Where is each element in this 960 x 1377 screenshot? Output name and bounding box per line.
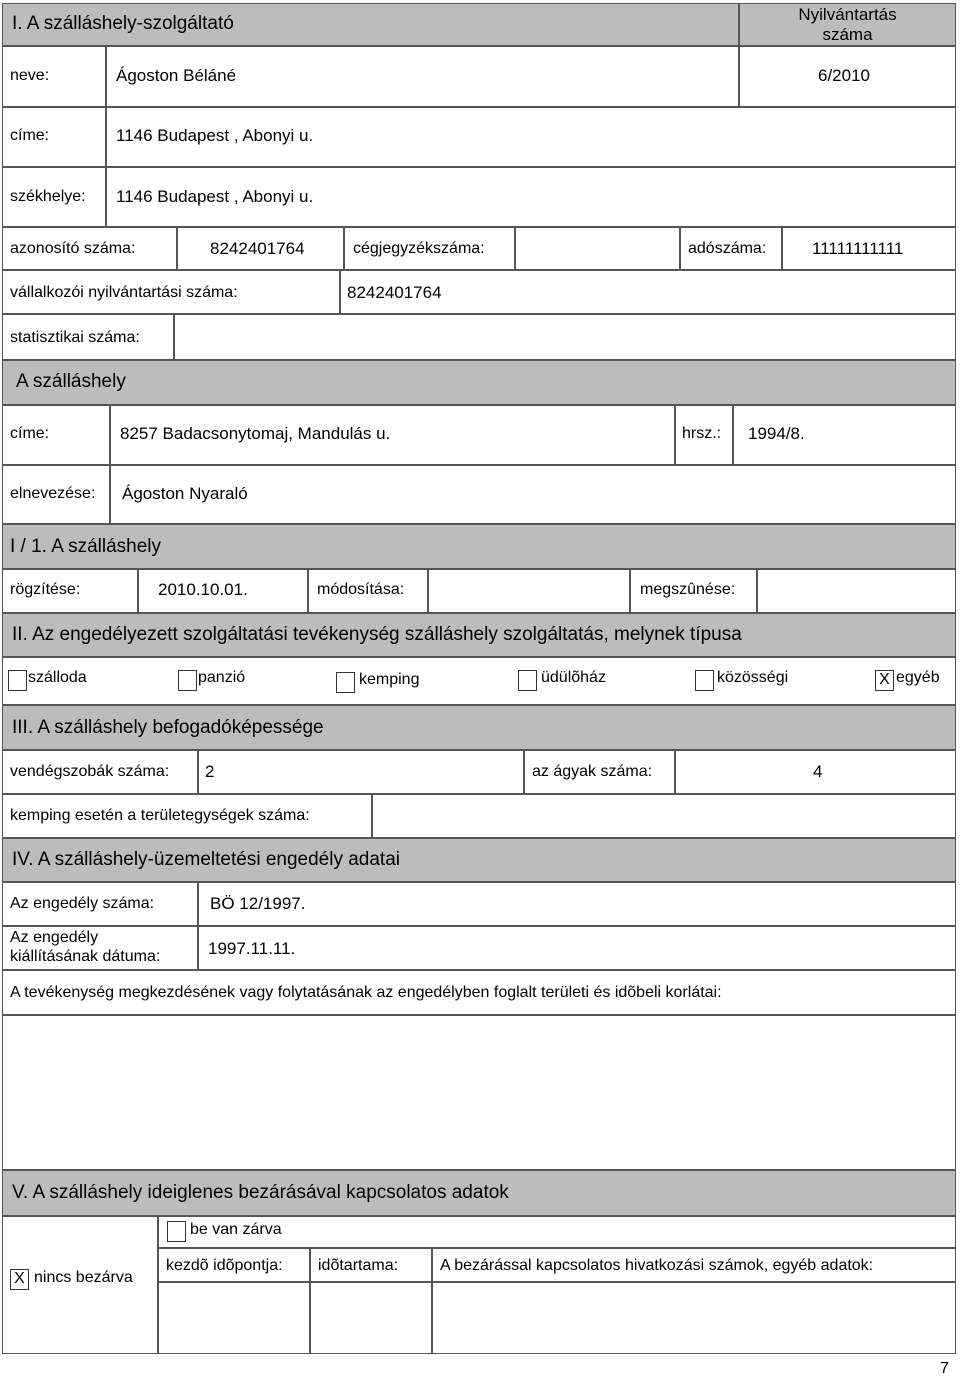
rooms-label: vendégszobák száma: xyxy=(10,763,170,780)
refs-value-cell xyxy=(432,1282,956,1354)
recorded-value: 2010.10.01. xyxy=(158,580,248,599)
id-label: azonosító száma: xyxy=(10,240,136,257)
refs-label: A bezárással kapcsolatos hivatkozási számok, egyéb adatok: xyxy=(440,1257,874,1274)
hrsz-value: 1994/8. xyxy=(748,424,805,443)
type-checkbox-community[interactable] xyxy=(695,670,714,691)
beds-value: 4 xyxy=(813,762,823,781)
acc-address-value: 8257 Badacsonytomaj, Mandulás u. xyxy=(120,424,391,443)
start-label: kezdõ idõpontja: xyxy=(166,1257,283,1274)
tax-value: 11111111111 xyxy=(812,239,904,258)
type-checkbox-guesthouse[interactable] xyxy=(178,670,197,691)
duration-label: idõtartama: xyxy=(318,1257,399,1274)
type-checkbox-other[interactable]: X xyxy=(875,670,894,691)
permit-number-label: Az engedély száma: xyxy=(10,895,155,912)
acc-name-label: elnevezése: xyxy=(10,485,96,502)
limits-label: A tevékenység megkezdésének vagy folytatásának az engedélyben foglalt területi és idõbeli korlátai: xyxy=(10,984,722,1001)
modified-label: módosítása: xyxy=(317,581,405,598)
camping-value-cell xyxy=(372,794,956,838)
seat-label: székhelye: xyxy=(10,188,86,205)
section-i-title: I. A szálláshely-szolgáltató xyxy=(12,13,234,34)
duration-value-cell xyxy=(310,1282,432,1354)
ended-label: megszûnése: xyxy=(640,581,736,598)
address-label: címe: xyxy=(10,127,50,144)
id-value: 8242401764 xyxy=(210,239,305,258)
rooms-value-cell xyxy=(198,750,524,794)
not-closed-label: nincs bezárva xyxy=(34,1269,133,1286)
not-closed-checkbox[interactable]: X xyxy=(10,1269,29,1290)
reg-number-header-line2: száma xyxy=(822,25,873,44)
start-value-cell xyxy=(158,1282,310,1354)
closure-title: V. A szálláshely ideiglenes bezárásával kapcsolatos adatok xyxy=(12,1182,509,1203)
type-checkbox-camping[interactable] xyxy=(336,672,355,693)
company-reg-value-cell xyxy=(515,227,680,270)
record-title: I / 1. A szálláshely xyxy=(10,536,162,557)
permit-date-label-line2: kiállításának dátuma: xyxy=(10,948,161,965)
permit-number-value: BÖ 12/1997. xyxy=(210,894,306,913)
permit-date-value: 1997.11.11. xyxy=(208,939,296,958)
permit-date-value-cell xyxy=(198,926,956,970)
activity-title: II. Az engedélyezett szolgáltatási tevékenység szálláshely szolgáltatás, melynek típusa xyxy=(12,624,742,645)
permit-date-label-line1: Az engedély xyxy=(10,929,99,946)
type-label-guesthouse: panzió xyxy=(198,669,246,686)
beds-label: az ágyak száma: xyxy=(532,763,653,780)
type-label-other: egyéb xyxy=(896,669,940,686)
stat-label: statisztikai száma: xyxy=(10,329,140,346)
type-label-hotel: szálloda xyxy=(28,669,87,686)
activity-types-row xyxy=(2,657,956,705)
accommodation-header xyxy=(2,360,956,405)
type-label-camping: kemping xyxy=(359,671,420,688)
limits-value-cell xyxy=(2,1015,956,1170)
name-label: neve: xyxy=(10,67,50,84)
tax-label: adószáma: xyxy=(688,240,767,257)
acc-name-value: Ágoston Nyaraló xyxy=(122,484,248,503)
type-checkbox-holiday-house[interactable] xyxy=(518,670,537,691)
entrepreneur-value: 8242401764 xyxy=(347,283,442,302)
closed-label: be van zárva xyxy=(190,1221,282,1238)
seat-value: 1146 Budapest , Abonyi u. xyxy=(116,187,314,206)
hrsz-label: hrsz.: xyxy=(682,425,722,442)
page-number: 7 xyxy=(940,1360,949,1377)
accommodation-title: A szálláshely xyxy=(16,371,126,392)
company-reg-label: cégjegyzékszáma: xyxy=(353,240,485,257)
ended-value-cell xyxy=(757,569,956,613)
stat-value-cell xyxy=(174,314,956,360)
capacity-title: III. A szálláshely befogadóképessége xyxy=(12,717,324,738)
recorded-label: rögzítése: xyxy=(10,581,81,598)
type-checkbox-hotel[interactable] xyxy=(8,670,27,691)
address-value: 1146 Budapest , Abonyi u. xyxy=(116,126,314,145)
closed-checkbox[interactable] xyxy=(167,1221,186,1242)
reg-number-value: 6/2010 xyxy=(818,66,870,85)
rooms-value: 2 xyxy=(205,762,215,781)
permit-title: IV. A szálláshely-üzemeltetési engedély adatai xyxy=(12,849,400,870)
name-value: Ágoston Béláné xyxy=(116,66,237,85)
modified-value-cell xyxy=(428,569,630,613)
type-label-community: közösségi xyxy=(717,669,789,686)
entrepreneur-label: vállalkozói nyilvántartási száma: xyxy=(10,284,238,301)
permit-number-value-cell xyxy=(198,882,956,926)
type-label-holiday-house: üdülõház xyxy=(541,669,606,686)
camping-label: kemping esetén a területegységek száma: xyxy=(10,807,310,824)
reg-number-header-line1: Nyilvántartás xyxy=(798,5,897,24)
acc-address-label: címe: xyxy=(10,425,50,442)
